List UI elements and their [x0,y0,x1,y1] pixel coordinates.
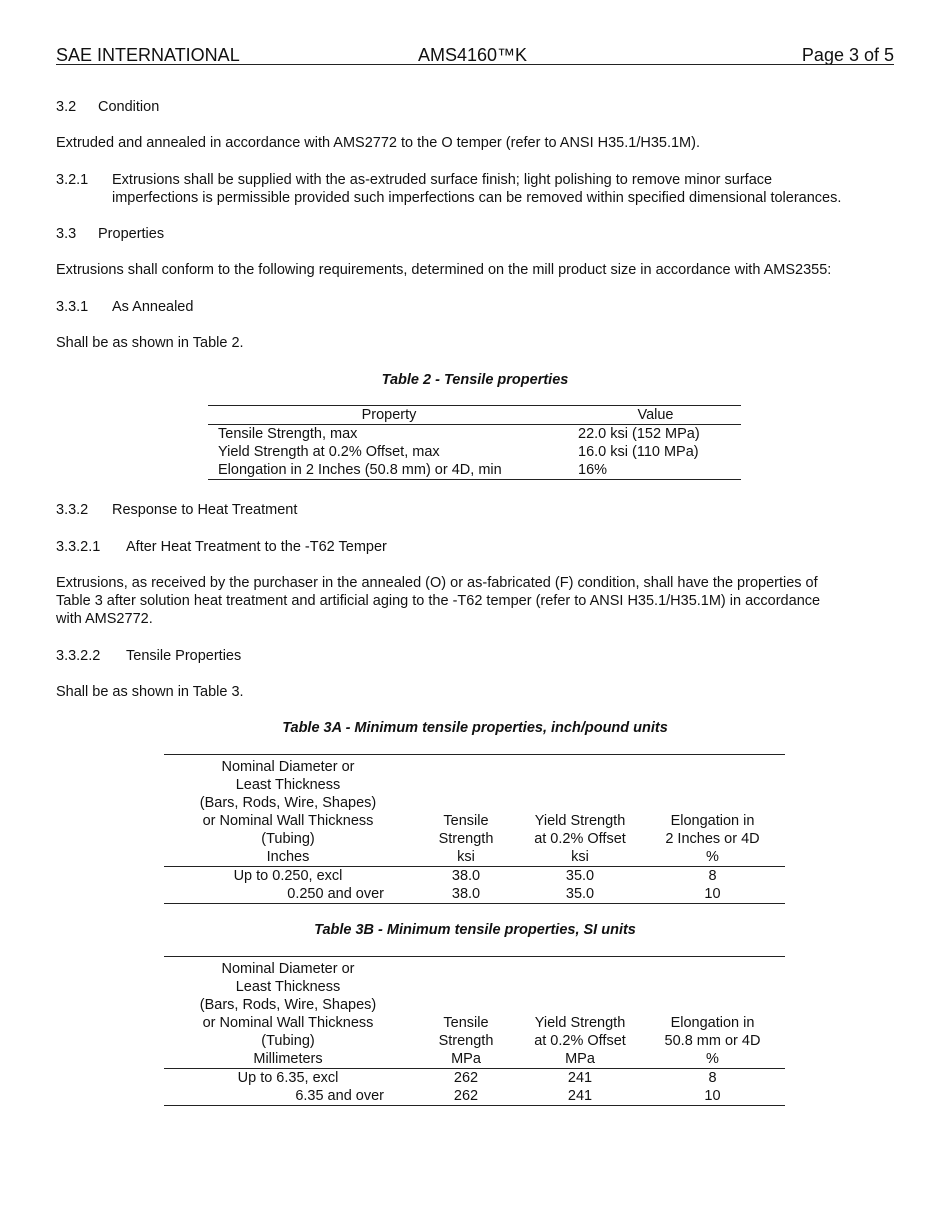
paragraph-heat-line2-text: Table 3 after solution heat treatment and artificial aging to the -T62 temper (refer to ANSI H35.1/H35.1M) in accordance [56,593,821,609]
section-3-3-2-1-heading [56,538,387,556]
header-line: Tensile [443,813,489,829]
header-doc-number: AMS4160™K [418,45,528,65]
table3a-cell: Up to 0.250, excl [233,868,343,884]
header-line: ksi [457,849,475,865]
header-line: 2 Inches or 4D [665,831,760,847]
header-line: Least Thickness [235,777,341,793]
table3a [164,754,785,904]
table2-cell: 16.0 ksi (110 MPa) [578,444,699,460]
paragraph-3-2-1-line1-text: Extrusions shall be supplied with the as-extruded surface finish; light polishing to remove minor surface [112,172,773,188]
table-row [164,867,785,886]
table-row [164,1087,785,1106]
section-title: Tensile Properties [126,648,242,664]
section-3-3-1-heading [56,298,193,316]
table3a-header-size [164,755,412,867]
section-number: 3.2 [56,99,77,115]
table2-cell: 16% [578,462,608,478]
table3b-header-row [164,957,785,1069]
section-title: Properties [98,226,165,242]
header-line: or Nominal Wall Thickness [202,1015,374,1031]
table-row [208,425,741,444]
table3a-cell: 0.250 and over [287,886,384,902]
header-org: SAE INTERNATIONAL [56,45,240,65]
header-line: Nominal Diameter or [221,759,355,775]
table3b-header-elongation [640,957,785,1069]
section-3-3-2-2-heading [56,647,241,665]
section-number: 3.3 [56,226,77,242]
paragraph-table2-reference: Shall be as shown in Table 2. [56,335,244,351]
header-line: % [706,1051,719,1067]
paragraph-heat-line1 [56,574,894,592]
section-3-2-1-number: 3.2.1 [56,172,89,188]
table3b-cell: 6.35 and over [295,1088,384,1104]
table2-header-row [208,406,741,425]
paragraph-heat-line1-text: Extrusions, as received by the purchaser in the annealed (O) or as-fabricated (F) condition, shall have the properties of [56,575,818,591]
header-line: at 0.2% Offset [534,1033,626,1049]
table3b-cell: 262 [453,1070,479,1086]
table3b-header-yield [520,957,640,1069]
table3a-header-yield [520,755,640,867]
section-number: 3.3.2.1 [56,539,101,555]
section-number: 3.3.1 [56,299,89,315]
table3a-cell: 35.0 [565,868,595,884]
header-line: Inches [266,849,310,865]
header-line: Strength [438,831,494,847]
paragraph-heat-line3: with AMS2772. [56,611,153,627]
header-line: Yield Strength [534,1015,626,1031]
header-line: at 0.2% Offset [534,831,626,847]
table3a-cell: 8 [708,868,717,884]
table3a-cell: 35.0 [565,886,595,902]
header-page-number: Page 3 of 5 [801,45,894,65]
table2-header-property: Property [208,406,570,425]
header-line: Strength [438,1033,494,1049]
header-line: Tensile [443,1015,489,1031]
header-rule [56,64,894,65]
table-row [164,1069,785,1088]
table3a-caption: Table 3A - Minimum tensile properties, inch/pound units [282,720,668,736]
table2-cell: Yield Strength at 0.2% Offset, max [218,444,440,460]
table3a-cell: 38.0 [451,868,481,884]
section-number: 3.3.2 [56,502,89,518]
section-3-3-2-heading [56,501,297,519]
table-row [164,885,785,904]
table2-caption: Table 2 - Tensile properties [381,372,569,388]
table3a-cell: 10 [704,886,721,902]
header-line: Millimeters [253,1051,323,1067]
paragraph-condition: Extruded and annealed in accordance with AMS2772 to the O temper (refer to ANSI H35.1/H35.1M). [56,135,700,151]
header-line: ksi [571,849,589,865]
table3b [164,956,785,1106]
table2 [208,405,741,480]
header-line: Least Thickness [235,979,341,995]
table3b-cell: 10 [704,1088,721,1104]
table3b-cell: 241 [567,1088,593,1104]
header-line: (Tubing) [261,831,315,847]
table3b-header-size [164,957,412,1069]
header-line: MPa [451,1051,481,1067]
table3b-cell: 8 [708,1070,717,1086]
section-title: Condition [98,99,160,115]
table3b-cell: 262 [453,1088,479,1104]
table2-cell: Elongation in 2 Inches (50.8 mm) or 4D, min [218,462,502,478]
section-3-2-heading [56,98,159,116]
header-line: Nominal Diameter or [221,961,355,977]
header-line: 50.8 mm or 4D [664,1033,761,1049]
table2-cell: 22.0 ksi (152 MPa) [578,426,700,442]
table3a-header-tensile [412,755,520,867]
header-line: (Bars, Rods, Wire, Shapes) [199,795,377,811]
section-number: 3.3.2.2 [56,648,101,664]
table3b-cell: Up to 6.35, excl [237,1070,339,1086]
table3a-header-elongation [640,755,785,867]
table-row [208,443,741,461]
section-title: Response to Heat Treatment [112,502,298,518]
section-title: After Heat Treatment to the -T62 Temper [126,539,387,555]
paragraph-table3-reference: Shall be as shown in Table 3. [56,684,244,700]
table2-header-value: Value [570,406,741,425]
header-line: or Nominal Wall Thickness [202,813,374,829]
table2-cell: Tensile Strength, max [218,426,358,442]
header-line: Elongation in [670,1015,755,1031]
table3a-cell: 38.0 [451,886,481,902]
table-row [208,461,741,480]
paragraph-3-2-1-line1 [112,171,894,189]
header-line: (Tubing) [261,1033,315,1049]
table3b-cell: 241 [567,1070,593,1086]
table3a-header-row [164,755,785,867]
paragraph-heat-line2 [56,592,894,610]
table3b-header-tensile [412,957,520,1069]
header-line: (Bars, Rods, Wire, Shapes) [199,997,377,1013]
header-line: % [706,849,719,865]
section-title: As Annealed [112,299,194,315]
header-line: MPa [565,1051,595,1067]
section-3-3-heading [56,225,164,243]
paragraph-properties: Extrusions shall conform to the following requirements, determined on the mill product size in accordance with AMS2355: [56,262,832,278]
paragraph-3-2-1-line2: imperfections is permissible provided such imperfections can be removed within specified dimensional tolerances. [112,190,842,206]
table3b-caption: Table 3B - Minimum tensile properties, SI units [314,922,636,938]
header-line: Yield Strength [534,813,626,829]
header-line: Elongation in [670,813,755,829]
